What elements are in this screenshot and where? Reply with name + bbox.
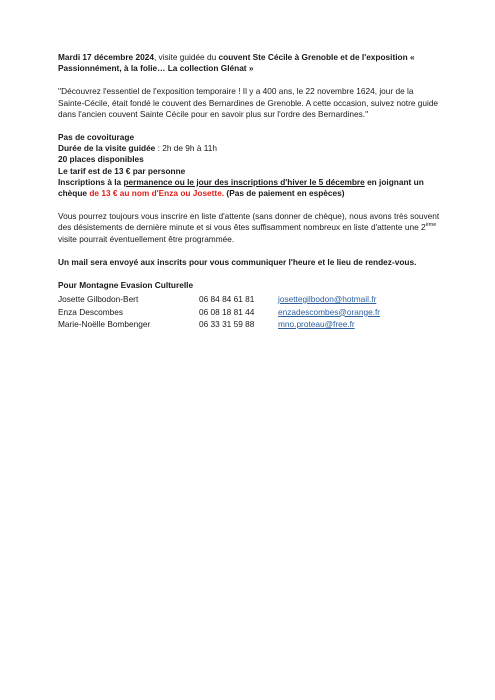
inscription-permanence-link[interactable]: permanence ou le jour des inscriptions d'hiver le 5 décembre — [123, 176, 365, 187]
mail-note: Un mail sera envoyé aux inscrits pour vous communiquer l'heure et le lieu de rendez-vous. — [58, 256, 417, 267]
inscription-paragraph — [58, 177, 442, 199]
contact-phone: 06 08 18 81 44 — [199, 306, 255, 317]
intro-text: , visite guidée du — [153, 52, 219, 62]
contact-phone: 06 84 84 61 81 — [199, 293, 255, 304]
event-details — [58, 132, 442, 199]
inscription-text-1: Inscriptions à la — [58, 176, 124, 187]
event-venue: couvent Ste Cécile à Grenoble et de l'exposition « Passionnément, à la folie… La collection Glénat » — [58, 52, 415, 74]
cheque-amount-note: de 13 € au nom d'Enza ou Josette. — [89, 188, 225, 199]
contact-list — [58, 293, 442, 331]
contact-name: Marie-Noëlle Bombenger — [58, 319, 151, 330]
price-line: Le tarif est de 13 € par personne — [58, 165, 186, 176]
waitlist-paragraph — [58, 211, 442, 245]
inscription-text-2: en joignant un chèque — [58, 176, 424, 199]
intro-paragraph — [58, 52, 442, 74]
duration-label: Durée de la visite guidée — [58, 143, 156, 154]
contact-name: Enza Descombes — [58, 306, 124, 317]
duration-line — [58, 143, 442, 154]
waitlist-text-1: Vous pourrez toujours vous inscrire en liste d'attente (sans donner de chèque), nous avons très souvent des désistements de dernière minute et si vous êtes suffisamment nombreux en liste d'attente une 2 — [58, 211, 440, 233]
contact-name: Josette Gilbodon-Bert — [58, 293, 139, 304]
event-date: Mardi 17 décembre 2024 — [58, 52, 154, 62]
cash-note: (Pas de paiement en espèces) — [224, 188, 345, 199]
carpool-note: Pas de covoiturage — [58, 132, 135, 143]
contact-email-link[interactable]: enzadescombes@orange.fr — [278, 306, 381, 317]
places-available: 20 places disponibles — [58, 154, 144, 165]
document-page — [58, 52, 442, 331]
contact-row — [58, 306, 442, 319]
contact-email-link[interactable]: mno.proteau@free.fr — [278, 319, 355, 330]
organization-heading: Pour Montagne Evasion Culturelle — [58, 280, 194, 291]
contact-phone: 06 33 31 59 88 — [199, 319, 255, 330]
waitlist-superscript: ème — [425, 222, 437, 229]
contact-row — [58, 293, 442, 306]
contact-row — [58, 318, 442, 331]
contact-email-link[interactable]: josettegilbodon@hotmail.fr — [278, 293, 377, 304]
waitlist-text-2: visite pourrait éventuellement être programmée. — [58, 233, 235, 244]
duration-value: : 2h de 9h à 11h — [155, 143, 217, 154]
exhibition-quote: ''Découvrez l'essentiel de l'exposition temporaire ! Il y a 400 ans, le 22 novembre 1624, jour de la Sainte-Cécile, était fondé le couvent des Bernardines de Grenoble. A cette occasion, suivez notre guide dans l'ancien couvent Sainte Cécile pour en savoir plus sur l'ordre des Bernardines.'' — [58, 86, 439, 119]
